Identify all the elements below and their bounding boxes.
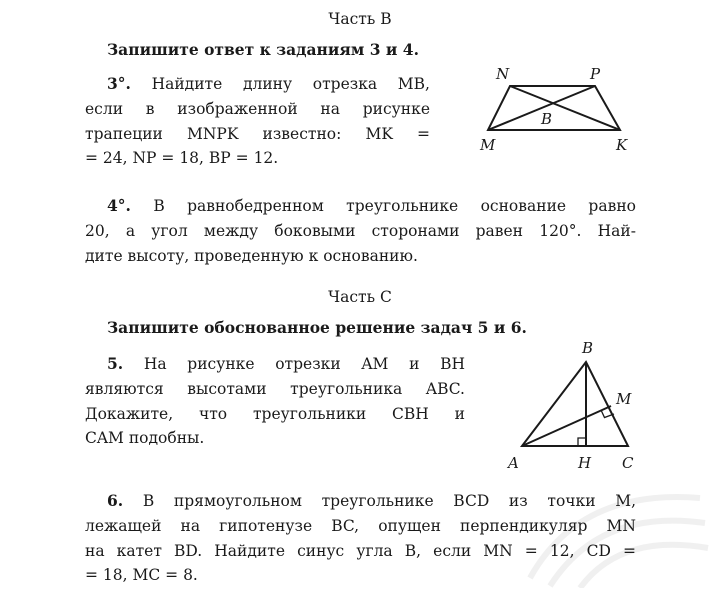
problem-5-number: 5. — [107, 354, 124, 373]
triangle-figure — [500, 338, 650, 478]
problem-3-line-4: = 24, NP = 18, BP = 12. — [85, 149, 279, 168]
label-m: M — [616, 390, 632, 408]
problem-3-number: 3°. — [107, 74, 131, 93]
trapezoid-figure — [470, 60, 640, 160]
right-angle-h — [578, 438, 586, 446]
triangle-abc — [522, 362, 628, 446]
problem-5-line-4: CAM подобны. — [85, 429, 205, 448]
problem-6-number: 6. — [107, 491, 124, 510]
trapezoid-outline — [488, 86, 620, 130]
problem-3-line-2: если в изображенной на рисунке — [85, 99, 430, 118]
problem-6-line-2: лежащей на гипотенузе BC, опущен перпендикуляр MN — [85, 516, 636, 535]
problem-5-line-3: Докажите, что треугольники CBH и — [85, 404, 465, 423]
label-n: N — [496, 65, 510, 83]
problem-4-line-3: дите высоту, проведенную к основанию. — [85, 246, 418, 265]
diagonal-nk — [510, 86, 620, 130]
label-p: P — [590, 65, 601, 83]
label-b: B — [582, 339, 594, 357]
problem-3 — [85, 72, 430, 171]
problem-3-line-3: трапеции MNPK известно: MK = — [85, 124, 430, 143]
label-m: M — [480, 136, 496, 154]
label-k: K — [616, 136, 628, 154]
problem-6-line-4: = 18, MC = 8. — [85, 566, 198, 585]
problem-6-line-1: 6. В прямоугольном треугольнике BCD из точки M, — [107, 491, 636, 510]
label-a: A — [508, 454, 519, 472]
problem-5 — [85, 352, 465, 451]
label-c: C — [622, 454, 634, 472]
part-b-instruction: Запишите ответ к заданиям 3 и 4. — [107, 40, 419, 59]
problem-6 — [85, 489, 636, 588]
label-b: B — [541, 110, 553, 128]
part-c-instruction: Запишите обоснованное решение задач 5 и 6. — [107, 318, 527, 337]
problem-4-line-2: 20, а угол между боковыми сторонами равен 120°. Най- — [85, 221, 636, 240]
problem-4-number: 4°. — [107, 196, 131, 215]
problem-4-line-1: 4°. В равнобедренном треугольнике основание равно — [107, 196, 636, 215]
problem-3-line-1: 3°. Найдите длину отрезка MB, — [107, 74, 430, 93]
label-h: H — [578, 454, 592, 472]
altitude-am — [522, 406, 611, 446]
problem-5-line-1: 5. На рисунке отрезки AM и BH — [107, 354, 465, 373]
problem-4 — [85, 194, 636, 268]
part-c-heading: Часть C — [328, 288, 392, 306]
part-b-heading: Часть B — [328, 10, 392, 28]
problem-5-line-2: являются высотами треугольника ABC. — [85, 379, 465, 398]
problem-6-line-3: на катет BD. Найдите синус угла B, если MN = 12, CD = — [85, 541, 636, 560]
